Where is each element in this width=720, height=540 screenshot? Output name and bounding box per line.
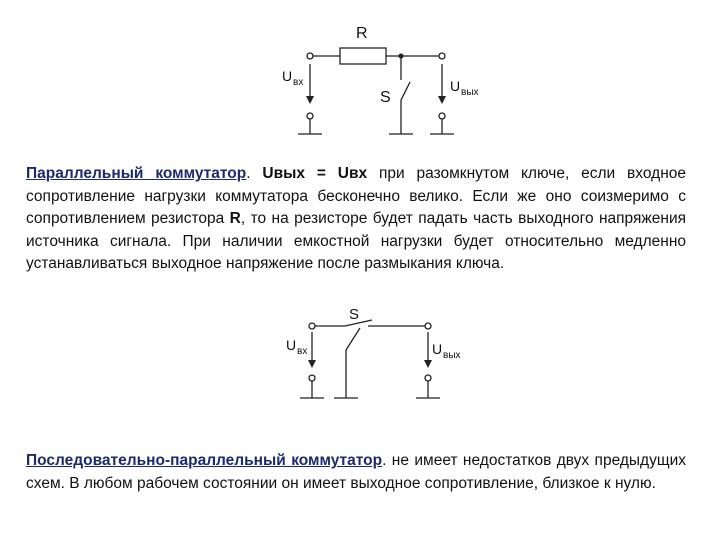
terminal2-out-bottom: [425, 375, 431, 381]
resistor: [340, 48, 386, 64]
terminal2-in-bottom: [309, 375, 315, 381]
arrow2-out-head: [424, 360, 432, 368]
formula: Uвых = Uвх: [262, 165, 368, 182]
terminal2-out-top: [425, 323, 431, 329]
switch2-label: S: [349, 306, 360, 323]
switch-blade: [401, 82, 410, 100]
arrow-in-head: [306, 96, 314, 104]
shunt-switch-blade: [346, 328, 360, 350]
u2-out-sub: вых: [443, 350, 461, 361]
u-in-label: U: [282, 68, 293, 84]
u2-in-label: U: [286, 337, 297, 353]
u-out-sub: вых: [461, 87, 479, 98]
parallel-title: Параллельный коммутатор: [26, 165, 247, 182]
resistor-ref: R: [229, 210, 241, 227]
terminal-in-top: [307, 53, 313, 59]
terminal2-in-top: [309, 323, 315, 329]
parallel-text-b: , то на резисторе будет падать часть выходного напряжения источника сигнала. При наличии емкостной нагрузки будет относительно медленно устанавливаться выходное напряжение после размыкания ключа.: [26, 210, 686, 272]
series-parallel-text: . не имеет недостатков двух предыдущих схем. В любом рабочем состоянии он имеет выходное сопротивление, близкое к нулю.: [26, 452, 686, 492]
parallel-text-a: при разомкнутом ключе, если входное сопротивление нагрузки коммутатора бесконечно велико. Если же оно соизмеримо с сопротивлением резистора: [26, 165, 686, 227]
parallel-title-tail: .: [246, 165, 251, 182]
u-in-sub: вх: [293, 77, 304, 88]
series-parallel-title: Последовательно-параллельный коммутатор: [26, 452, 383, 469]
arrow2-in-head: [308, 360, 316, 368]
paragraph-series-parallel: [26, 450, 686, 495]
terminal-out-bottom: [439, 113, 445, 119]
terminal-out-top: [439, 53, 445, 59]
paragraph-parallel: [26, 163, 686, 276]
terminal-in-bottom: [307, 113, 313, 119]
u2-in-sub: вх: [297, 346, 308, 357]
junction-dot: [399, 54, 404, 59]
arrow-out-head: [438, 96, 446, 104]
u-out-label: U: [450, 78, 461, 94]
resistor-label: R: [356, 25, 368, 42]
u2-out-label: U: [432, 341, 443, 357]
series-switch-blade: [345, 320, 372, 326]
circuit-parallel-switch: [0, 0, 720, 160]
switch-label: S: [380, 89, 391, 106]
